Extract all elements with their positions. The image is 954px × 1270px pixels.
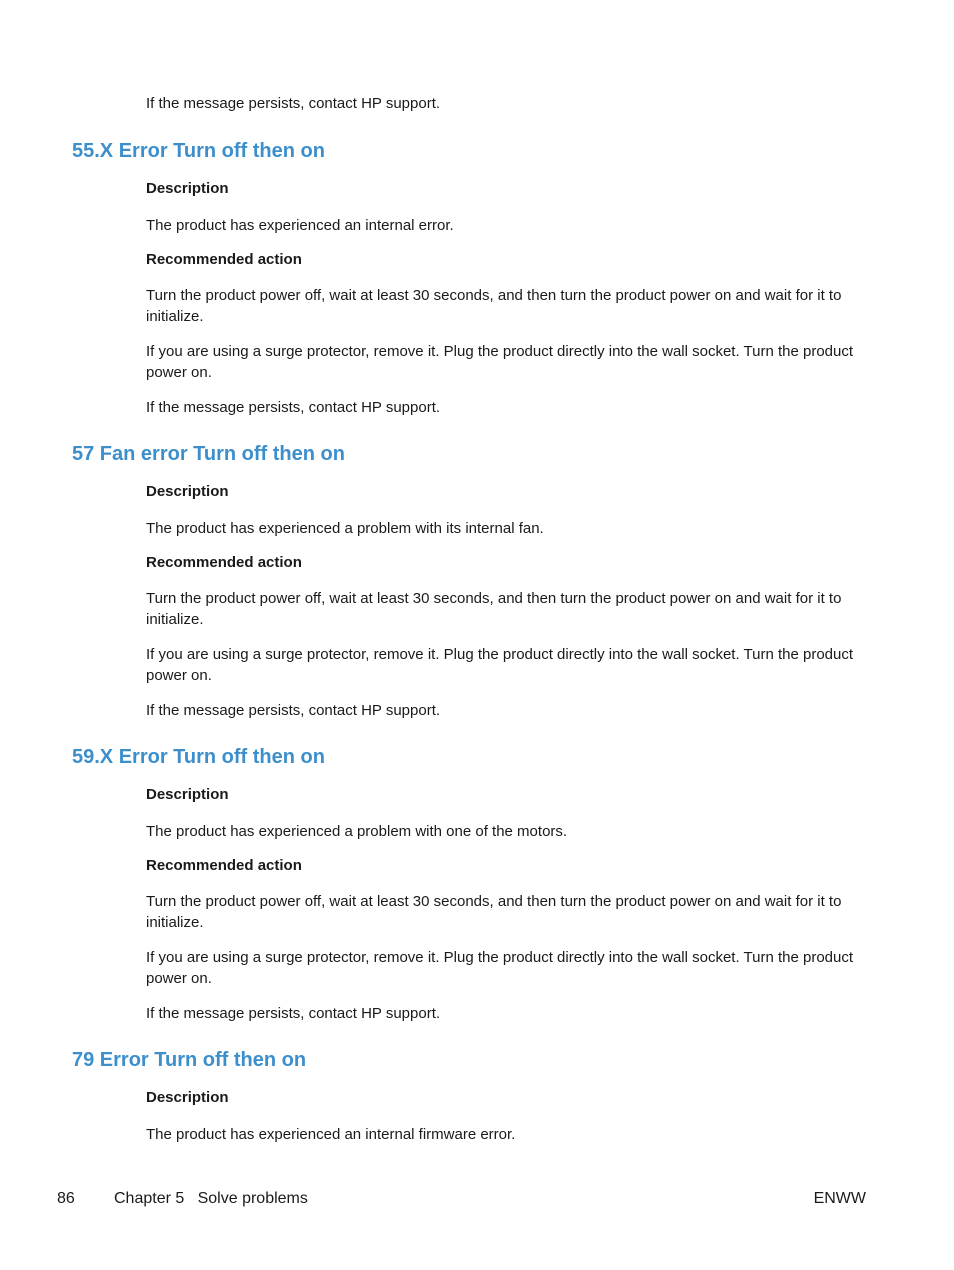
action-paragraph: If the message persists, contact HP support.: [146, 1005, 441, 1022]
action-paragraph: If the message persists, contact HP support.: [146, 702, 441, 719]
action-label: Recommended action: [146, 251, 302, 268]
action-paragraph: Turn the product power off, wait at least 30 seconds, and then turn the product power on and wait for it to initialize.: [146, 590, 842, 628]
action-label: Recommended action: [146, 857, 302, 874]
section-heading: 57 Fan error Turn off then on: [72, 443, 345, 465]
section-heading: 79 Error Turn off then on: [72, 1049, 307, 1071]
page-number: 86: [57, 1190, 75, 1207]
description-text: The product has experienced a problem with its internal fan.: [146, 520, 544, 537]
description-label: Description: [146, 1089, 229, 1106]
action-paragraph: If you are using a surge protector, remove it. Plug the product directly into the wall socket. Turn the product power on.: [146, 343, 854, 381]
description-text: The product has experienced a problem with one of the motors.: [146, 823, 568, 840]
document-code: ENWW: [813, 1190, 866, 1207]
action-paragraph: If you are using a surge protector, remove it. Plug the product directly into the wall socket. Turn the product power on.: [146, 646, 854, 684]
section-heading: 55.X Error Turn off then on: [72, 140, 325, 162]
section-heading: 59.X Error Turn off then on: [72, 746, 325, 768]
description-label: Description: [146, 180, 229, 197]
action-paragraph: Turn the product power off, wait at least 30 seconds, and then turn the product power on and wait for it to initialize.: [146, 287, 842, 325]
chapter-title: Chapter 5 Solve problems: [114, 1190, 308, 1207]
description-label: Description: [146, 483, 229, 500]
action-paragraph: Turn the product power off, wait at least 30 seconds, and then turn the product power on and wait for it to initialize.: [146, 893, 842, 931]
action-paragraph: If the message persists, contact HP support.: [146, 399, 441, 416]
description-label: Description: [146, 786, 229, 803]
description-text: The product has experienced an internal firmware error.: [146, 1126, 516, 1143]
intro-text: If the message persists, contact HP support.: [146, 95, 441, 112]
action-label: Recommended action: [146, 554, 302, 571]
action-paragraph: If you are using a surge protector, remove it. Plug the product directly into the wall socket. Turn the product power on.: [146, 949, 854, 987]
description-text: The product has experienced an internal error.: [146, 217, 454, 234]
